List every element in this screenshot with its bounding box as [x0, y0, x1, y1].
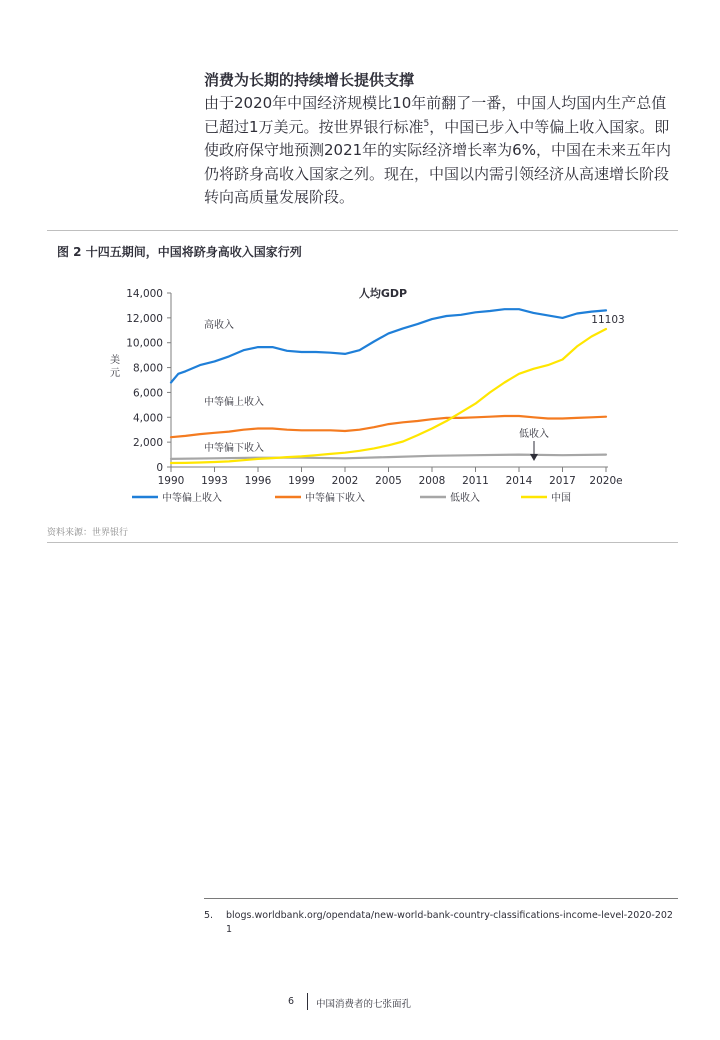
y-tick-label: 6,000 [132, 387, 163, 400]
y-axis [126, 288, 171, 474]
x-tick-label: 1999 [288, 475, 315, 487]
series-line [171, 309, 606, 382]
y-tick-label: 14,000 [126, 288, 163, 300]
paragraph-part-2: ，中国已步入中等偏上收入国家。即使政府保守地预测2021年的实际经济增长率为6%，中国在未来五年内仍将跻身高收入国家之列。现在，中国以内需引领经济从高速增长阶段转向高质量发展阶段。 [204, 117, 671, 206]
y-tick-label: 12,000 [126, 312, 163, 325]
annotation-lower-middle: 中等偏下收入 [204, 443, 264, 454]
x-tick-label: 2002 [331, 475, 359, 487]
figure-top-rule [47, 230, 678, 231]
figure-title: 图 2 十四五期间，中国将跻身高收入国家行列 [57, 245, 302, 259]
footnote-rule [204, 898, 678, 899]
legend-label: 中国 [551, 493, 571, 504]
footnote-link[interactable]: blogs.worldbank.org/opendata/new-world-bank-country-classifications-income-level-2020-2021 [226, 910, 673, 935]
page-number: 6 [288, 996, 295, 1007]
footer-divider [307, 993, 308, 1010]
y-tick-label: 0 [156, 462, 163, 474]
x-tick-label: 2017 [549, 475, 576, 487]
x-tick-label: 1993 [201, 475, 228, 487]
x-tick-label: 2005 [375, 475, 402, 487]
x-tick-label: 2011 [462, 475, 489, 487]
page-footer [0, 993, 720, 1011]
y-axis-label-char-2: 元 [110, 368, 120, 379]
annotation-upper-middle: 中等偏上收入 [204, 397, 264, 408]
y-tick-label: 10,000 [126, 337, 163, 350]
body-paragraph [204, 92, 674, 210]
series-line [171, 455, 606, 459]
legend-label: 中等偏下收入 [305, 493, 365, 504]
footer-doc-title: 中国消费者的七张面孔 [316, 999, 412, 1010]
x-tick-label: 1990 [157, 475, 185, 487]
footnote-ref[interactable]: 5 [423, 118, 430, 129]
source-note: 资料来源：世界银行 [47, 528, 129, 538]
footnote-number: 5. [204, 910, 214, 921]
annotation-high-income: 高收入 [204, 320, 234, 331]
paragraph-part-1: 由于2020年中国经济规模比10年前翻了一番，中国人均国内生产总值已超过1万美元。按世界银行标准 [204, 94, 667, 136]
x-tick-label: 2008 [418, 475, 446, 487]
chart-legend [132, 491, 571, 504]
x-axis [158, 467, 623, 487]
low-income-arrow-head [530, 454, 538, 461]
gdp-chart [0, 275, 720, 555]
y-tick-label: 8,000 [132, 362, 163, 375]
y-axis-label-char-1: 美 [110, 355, 120, 366]
y-tick-label: 2,000 [132, 437, 163, 450]
section-title: 消费为长期的持续增长提供支撑 [204, 71, 415, 89]
legend-label: 中等偏上收入 [162, 493, 222, 504]
legend-label: 低收入 [450, 493, 480, 504]
chart-title: 人均GDP [358, 287, 408, 300]
annotation-china-value: 11103 [591, 314, 625, 326]
x-tick-label: 1996 [244, 475, 272, 487]
y-tick-label: 4,000 [132, 412, 163, 425]
annotation-low-income: 低收入 [519, 429, 549, 440]
x-tick-label: 2020e [589, 475, 623, 487]
x-tick-label: 2014 [505, 475, 533, 487]
figure-bottom-rule [47, 542, 678, 543]
